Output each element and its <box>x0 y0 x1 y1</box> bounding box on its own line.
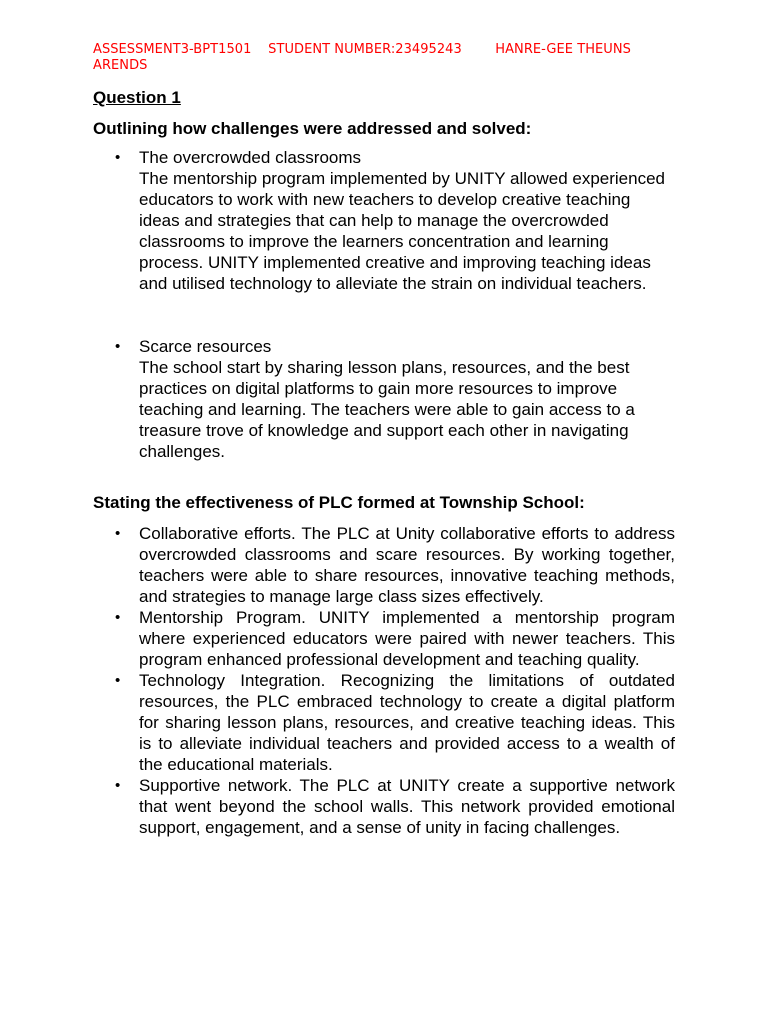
list-item-text: Supportive network. The PLC at UNITY create a supportive network that went beyond the school walls. This network provided emotional support, engagement, and a sense of unity in facing challenges. <box>139 776 675 837</box>
bullet-icon: • <box>115 609 121 626</box>
list-item <box>93 523 675 607</box>
document-page <box>93 42 675 838</box>
bullet-icon: • <box>115 777 121 794</box>
document-header: ASSESSMENT3-BPT1501 STUDENT NUMBER:23495243 HANRE-GEE THEUNS ARENDS <box>93 42 636 73</box>
list-item-text: Mentorship Program. UNITY implemented a mentorship program where experienced educators were paired with newer teachers. This program enhanced professional development and teaching quality. <box>139 608 675 669</box>
effectiveness-list <box>93 523 675 838</box>
list-item-body: The mentorship program implemented by UNITY allowed experienced educators to work with new teachers to develop creative teaching ideas and strategies that can help to manage the overcrowded classrooms to improve the learners concentration and learning process. UNITY implemented creative and improving teaching ideas and utilised technology to alleviate the strain on individual teachers. <box>139 169 665 293</box>
challenges-list <box>93 147 675 462</box>
list-item-title: Scarce resources <box>139 337 272 356</box>
list-item <box>93 336 675 462</box>
list-item <box>93 147 675 294</box>
list-item <box>93 607 675 670</box>
list-item-body: The school start by sharing lesson plans, resources, and the best practices on digital platforms to gain more resources to improve teaching and learning. The teachers were able to gain access to a treasure trove of knowledge and support each other in navigating challenges. <box>139 358 635 461</box>
question-title: Question 1 <box>93 88 181 107</box>
list-item-text: Collaborative efforts. The PLC at Unity collaborative efforts to address overcrowded classrooms and scare resources. By working together, teachers were able to share resources, innovative teaching methods, and strategies to manage large class sizes effectively. <box>139 524 675 606</box>
section-heading-effectiveness: Stating the effectiveness of PLC formed at Township School: <box>93 493 585 512</box>
list-item <box>93 775 675 838</box>
bullet-icon: • <box>115 525 121 542</box>
bullet-icon: • <box>115 149 121 166</box>
list-item-title: The overcrowded classrooms <box>139 148 362 167</box>
list-item <box>93 670 675 775</box>
list-item-text: Technology Integration. Recognizing the limitations of outdated resources, the PLC embraced technology to create a digital platform for sharing lesson plans, resources, and creative teaching ideas. This is to alleviate individual teachers and provided access to a wealth of the educational materials. <box>139 671 675 774</box>
section-heading-challenges: Outlining how challenges were addressed and solved: <box>93 119 532 138</box>
bullet-icon: • <box>115 672 121 689</box>
bullet-icon: • <box>115 338 121 355</box>
